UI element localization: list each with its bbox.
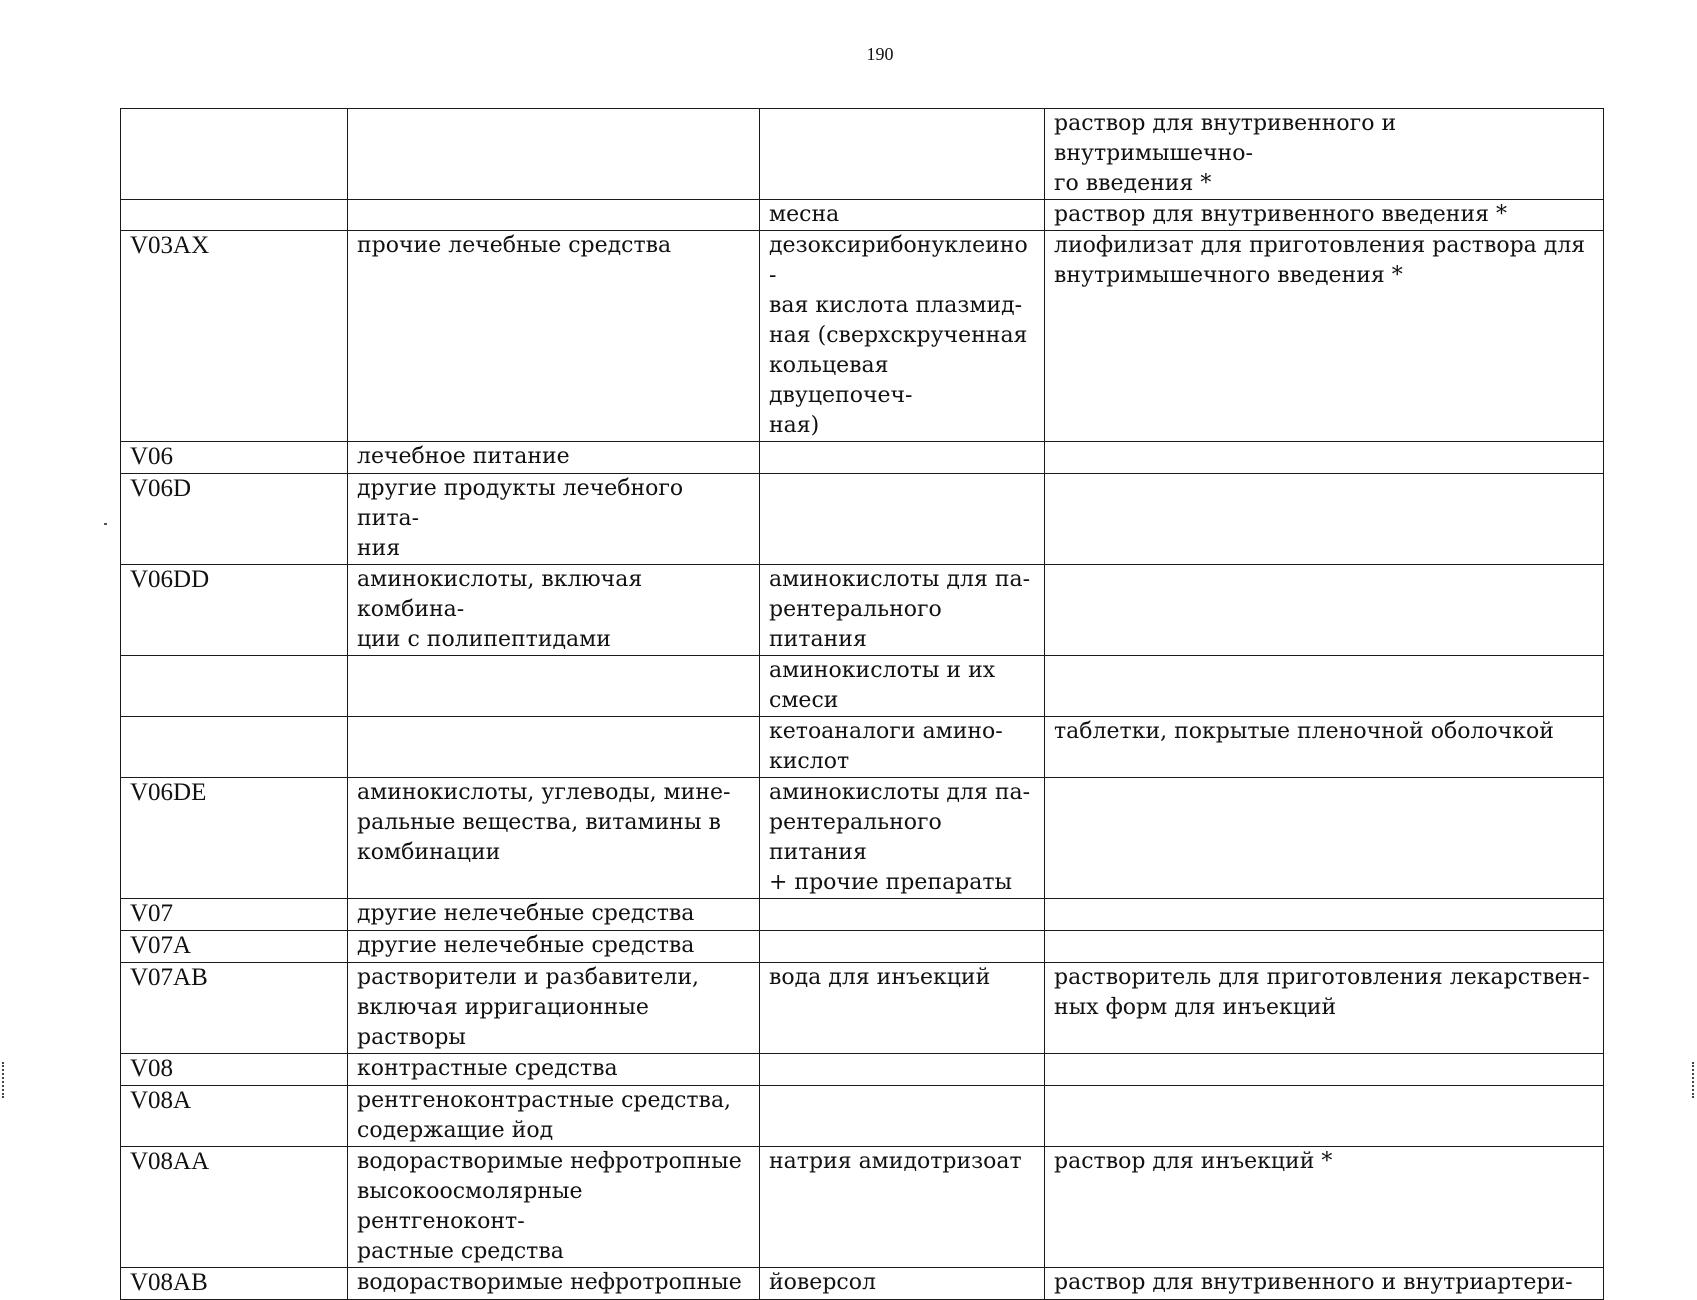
anatomical-group-text: водорастворимые нефротропные высокоосмолярные рентгеноконт- растные средства bbox=[357, 1149, 742, 1264]
page-number: 190 bbox=[866, 44, 894, 64]
atc-code-cell bbox=[121, 474, 348, 565]
table-body bbox=[121, 109, 1604, 1300]
table-row bbox=[121, 231, 1604, 442]
dosage-form-cell bbox=[1045, 963, 1604, 1054]
dosage-form-text: раствор для внутривенного введения * bbox=[1054, 202, 1507, 227]
substance-cell bbox=[760, 442, 1045, 474]
anatomical-group-text: другие нелечебные средства bbox=[357, 901, 695, 926]
substance-cell bbox=[760, 474, 1045, 565]
anatomical-group-cell bbox=[348, 1147, 760, 1268]
dosage-form-cell bbox=[1045, 899, 1604, 931]
substance-text: натрия амидотризоат bbox=[769, 1149, 1022, 1174]
atc-code-text: V07A bbox=[130, 932, 192, 959]
atc-code-cell bbox=[121, 442, 348, 474]
dosage-form-text: раствор для внутривенного и внутримышечно- го введения * bbox=[1054, 111, 1397, 196]
dosage-form-cell bbox=[1045, 1147, 1604, 1268]
substance-cell bbox=[760, 717, 1045, 778]
substance-cell bbox=[760, 1268, 1045, 1300]
dosage-form-cell bbox=[1045, 656, 1604, 717]
atc-code-cell bbox=[121, 109, 348, 200]
table-row bbox=[121, 656, 1604, 717]
dosage-form-cell bbox=[1045, 474, 1604, 565]
margin-dot bbox=[104, 523, 107, 525]
atc-code-text: V06 bbox=[130, 443, 174, 470]
substance-cell bbox=[760, 778, 1045, 899]
anatomical-group-cell bbox=[348, 200, 760, 231]
atc-code-text: V07AB bbox=[130, 964, 208, 991]
atc-code-text: V08A bbox=[130, 1087, 192, 1114]
anatomical-group-cell bbox=[348, 656, 760, 717]
substance-cell bbox=[760, 1086, 1045, 1147]
table-row bbox=[121, 1268, 1604, 1300]
atc-code-text: V06DE bbox=[130, 779, 207, 806]
substance-text: аминокислоты для па- рентерального питания + прочие препараты bbox=[769, 780, 1031, 895]
drug-classification-table bbox=[120, 108, 1604, 1300]
substance-cell bbox=[760, 656, 1045, 717]
table-row bbox=[121, 1147, 1604, 1268]
atc-code-cell bbox=[121, 1086, 348, 1147]
anatomical-group-cell bbox=[348, 474, 760, 565]
substance-cell bbox=[760, 109, 1045, 200]
substance-cell bbox=[760, 931, 1045, 963]
table-row bbox=[121, 717, 1604, 778]
substance-text: йоверсол bbox=[769, 1270, 876, 1295]
anatomical-group-text: контрастные средства bbox=[357, 1056, 618, 1081]
atc-code-text: V06DD bbox=[130, 566, 210, 593]
atc-code-cell bbox=[121, 200, 348, 231]
dosage-form-cell bbox=[1045, 1268, 1604, 1300]
dosage-form-text: раствор для инъекций * bbox=[1054, 1149, 1333, 1174]
atc-code-text: V06D bbox=[130, 475, 192, 502]
atc-code-text: V08 bbox=[130, 1055, 174, 1082]
dosage-form-cell bbox=[1045, 717, 1604, 778]
dosage-form-cell bbox=[1045, 565, 1604, 656]
atc-code-cell bbox=[121, 1054, 348, 1086]
anatomical-group-text: прочие лечебные средства bbox=[357, 233, 672, 258]
anatomical-group-cell bbox=[348, 963, 760, 1054]
dosage-form-cell bbox=[1045, 778, 1604, 899]
dosage-form-text: таблетки, покрытые пленочной оболочкой bbox=[1054, 719, 1554, 744]
table-row bbox=[121, 109, 1604, 200]
substance-cell bbox=[760, 1054, 1045, 1086]
anatomical-group-text: аминокислоты, включая комбина- ции с полипептидами bbox=[357, 567, 643, 652]
atc-code-cell bbox=[121, 778, 348, 899]
substance-cell bbox=[760, 231, 1045, 442]
atc-code-cell bbox=[121, 656, 348, 717]
atc-code-text: V08AB bbox=[130, 1269, 208, 1296]
table-row bbox=[121, 778, 1604, 899]
anatomical-group-text: лечебное питание bbox=[357, 444, 570, 469]
anatomical-group-text: водорастворимые нефротропные bbox=[357, 1270, 742, 1295]
atc-code-cell bbox=[121, 899, 348, 931]
table-row bbox=[121, 565, 1604, 656]
anatomical-group-cell bbox=[348, 778, 760, 899]
substance-cell bbox=[760, 899, 1045, 931]
anatomical-group-cell bbox=[348, 899, 760, 931]
atc-code-cell bbox=[121, 1268, 348, 1300]
table-row bbox=[121, 1054, 1604, 1086]
anatomical-group-cell bbox=[348, 565, 760, 656]
table-row bbox=[121, 442, 1604, 474]
substance-text: месна bbox=[769, 202, 840, 227]
atc-code-cell bbox=[121, 963, 348, 1054]
atc-code-text: V08AA bbox=[130, 1148, 210, 1175]
table-row bbox=[121, 200, 1604, 231]
substance-cell bbox=[760, 1147, 1045, 1268]
substance-text: аминокислоты для па- рентерального питания bbox=[769, 567, 1031, 652]
right-margin-marks bbox=[1692, 1062, 1697, 1098]
dosage-form-text: раствор для внутривенного и внутриартери- bbox=[1054, 1270, 1573, 1295]
atc-code-cell bbox=[121, 231, 348, 442]
anatomical-group-text: рентгеноконтрастные средства, содержащие йод bbox=[357, 1088, 732, 1143]
anatomical-group-cell bbox=[348, 1054, 760, 1086]
anatomical-group-cell bbox=[348, 717, 760, 778]
dosage-form-cell bbox=[1045, 1054, 1604, 1086]
anatomical-group-cell bbox=[348, 931, 760, 963]
anatomical-group-cell bbox=[348, 109, 760, 200]
left-margin-marks bbox=[2, 1062, 7, 1098]
dosage-form-cell bbox=[1045, 931, 1604, 963]
atc-code-cell bbox=[121, 1147, 348, 1268]
anatomical-group-text: другие продукты лечебного пита- ния bbox=[357, 476, 684, 561]
atc-code-cell bbox=[121, 565, 348, 656]
atc-code-text: V07 bbox=[130, 900, 174, 927]
substance-text: аминокислоты и их смеси bbox=[769, 658, 996, 713]
dosage-form-cell bbox=[1045, 442, 1604, 474]
table-row bbox=[121, 1086, 1604, 1147]
dosage-form-cell bbox=[1045, 109, 1604, 200]
anatomical-group-cell bbox=[348, 1268, 760, 1300]
anatomical-group-text: растворители и разбавители, включая ирригационные растворы bbox=[357, 965, 699, 1050]
table-row bbox=[121, 899, 1604, 931]
substance-text: кетоаналоги амино- кислот bbox=[769, 719, 1003, 774]
dosage-form-text: растворитель для приготовления лекарствен- ных форм для инъекций bbox=[1054, 965, 1590, 1020]
anatomical-group-cell bbox=[348, 1086, 760, 1147]
anatomical-group-text: другие нелечебные средства bbox=[357, 933, 695, 958]
substance-text: дезоксирибонуклеино- вая кислота плазмид- ная (сверхскрученная кольцевая двуцепочеч- ная) bbox=[769, 233, 1028, 438]
substance-text: вода для инъекций bbox=[769, 965, 991, 990]
dosage-form-cell bbox=[1045, 1086, 1604, 1147]
dosage-form-cell bbox=[1045, 231, 1604, 442]
table-row bbox=[121, 474, 1604, 565]
anatomical-group-cell bbox=[348, 231, 760, 442]
anatomical-group-cell bbox=[348, 442, 760, 474]
substance-cell bbox=[760, 565, 1045, 656]
table-row bbox=[121, 963, 1604, 1054]
dosage-form-text: лиофилизат для приготовления раствора для внутримышечного введения * bbox=[1054, 233, 1586, 288]
atc-code-cell bbox=[121, 717, 348, 778]
anatomical-group-text: аминокислоты, углеводы, мине- ральные вещества, витамины в комбинации bbox=[357, 780, 731, 865]
dosage-form-cell bbox=[1045, 200, 1604, 231]
atc-code-cell bbox=[121, 931, 348, 963]
table-row bbox=[121, 931, 1604, 963]
atc-code-text: V03AX bbox=[130, 232, 210, 259]
substance-cell bbox=[760, 200, 1045, 231]
substance-cell bbox=[760, 963, 1045, 1054]
